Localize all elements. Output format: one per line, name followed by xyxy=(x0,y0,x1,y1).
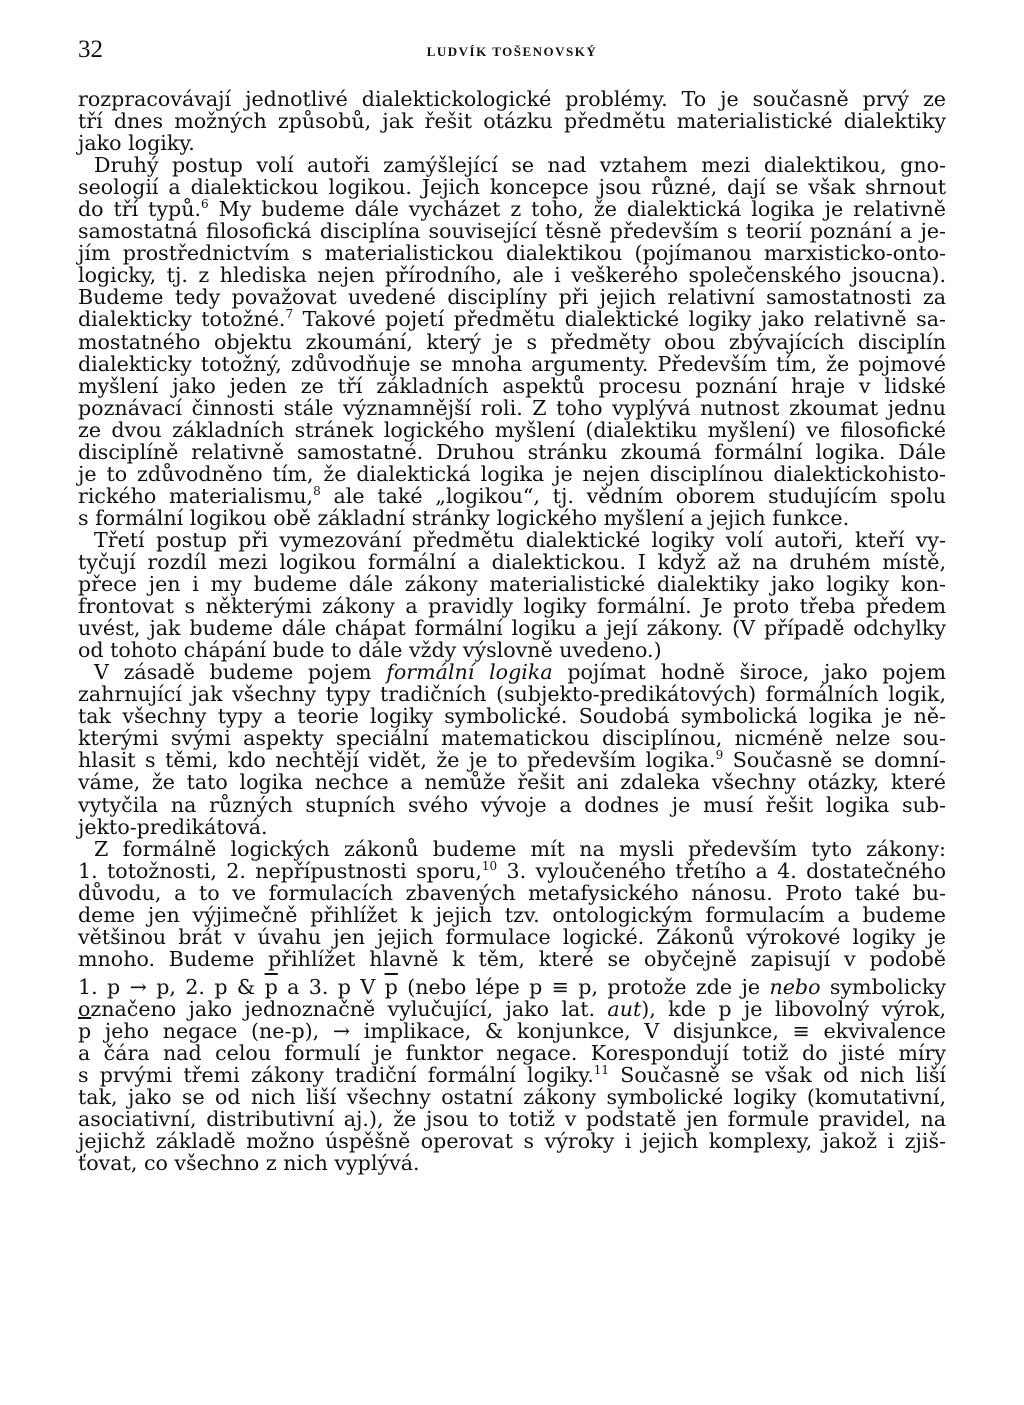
negated-p: $\overline{p}$ xyxy=(264,974,278,999)
text-line xyxy=(78,860,946,882)
text-run: jeho negace (ne-p), → implikace, & konjunkce, V disjunkce, ≡ ekvivalence xyxy=(91,1018,946,1043)
text-line xyxy=(78,198,946,220)
text-run: do tří typů. xyxy=(78,197,202,222)
text-run: Takové pojetí předmětu dialektické logiky jako relativně sa- xyxy=(302,307,946,332)
text-line: frontovat s některými zákony a pravidly logiky formální. Je proto třeba předem xyxy=(78,594,946,619)
text-line: Druhý postup volí autoři zamýšlející se nad vztahem mezi dialektikou, gno- xyxy=(94,153,946,178)
paragraph xyxy=(78,154,946,529)
text-line: od tohoto chápání bude to dále vždy výslovně uvedeno.) xyxy=(78,638,662,663)
page-number: 32 xyxy=(78,36,103,63)
page-header xyxy=(78,36,946,66)
text-line: disciplíně relativně samostatné. Druhou stránku zkoumá formální logika. Dále xyxy=(78,439,946,464)
text-line xyxy=(78,485,946,507)
text-line: váme, že tato logika nechce a nemůže řešit ani zdaleka všechny otázky, které xyxy=(78,770,946,795)
text-line: většinou brát v úvahu jen jejich formulace logické. Zákonů výrokové logiky je xyxy=(78,924,946,949)
paragraph xyxy=(78,976,946,1174)
text-line: tyčují rozdíl mezi logikou formální a dialektickou. I když až na druhém místě, xyxy=(78,549,946,574)
body-text xyxy=(78,88,946,1174)
text-line: důvodu, a to ve formulacích zbavených metafysického nánosu. Proto také bu- xyxy=(78,880,946,905)
text-line: asociativní, distributivní aj.), že jsou to totiž v podstatě jen formule pravidel, na xyxy=(78,1107,946,1132)
text-run: ), kde p je libovolný výrok, xyxy=(641,996,947,1021)
text-line: vytyčila na různých stupních svého vývoje a dodnes je musí řešit logika sub- xyxy=(78,792,946,817)
text-line xyxy=(78,308,946,330)
footnote-ref-9: 9 xyxy=(715,748,724,763)
text-run: ale také „logikou“, tj. vědním oborem studujícím spolu xyxy=(333,483,946,508)
text-line: logicky, tj. z hlediska nejen přírodního, ale i veškerého společenského jsoucna). xyxy=(78,263,946,288)
negated-p: $\overline{p}$ xyxy=(384,974,398,999)
text-line: jím prostřednictvím s materialistickou dialektikou (pojímanou marxisticko-onto- xyxy=(78,241,946,266)
footnote-ref-7: 7 xyxy=(285,307,294,322)
text-line: rozpracovávají jednotlivé dialektickologické problémy. To je současně prvý ze xyxy=(78,87,946,111)
text-line xyxy=(78,998,946,1020)
text-line: myšlení jako jeden ze tří základních aspektů procesu poznání hraje v lidské xyxy=(78,373,946,398)
text-run: 3. vyloučeného třetího a 4. dostatečného xyxy=(506,858,946,883)
text-line: Z formálně logických zákonů budeme mít na mysli především tyto zákony: xyxy=(94,836,946,861)
text-line: kterými svými aspekty speciální matematickou disciplínou, nicméně nelze sou- xyxy=(78,726,946,751)
emphasis: aut xyxy=(607,996,642,1021)
text-line: je to zdůvodněno tím, že dialektická logika je nejen disciplínou dialektickohisto- xyxy=(78,461,946,486)
text-line: zahrnující jak všechny typy tradičních (subjekto-predikátových) formálních logik, xyxy=(78,682,946,707)
text-run: s prvými třemi zákony tradiční formální logiky. xyxy=(78,1063,594,1088)
emphasis: formální logika xyxy=(386,660,553,685)
text-line: Budeme tedy považovat uvedené disciplíny při jejich relativní samostatnosti za xyxy=(78,285,946,310)
text-run: dialekticky totožné. xyxy=(78,307,286,332)
footnote-ref-6: 6 xyxy=(201,197,209,212)
text-run: My budeme dále vycházet z toho, že dialektická logika je relativně xyxy=(218,197,946,222)
text-line: s formální logikou obě základní stránky logického myšlení a jejich funkce. xyxy=(78,505,850,530)
text-line: deme jen výjimečně přihlížet k jejich tzv. ontologickým formulacím a budeme xyxy=(78,902,946,927)
text-line xyxy=(78,1064,946,1086)
text-line xyxy=(78,749,946,771)
text-run: označeno jako jednoznačně vylučující, jako lat. xyxy=(78,996,596,1021)
text-line: tří dnes možných způsobů, jak řešit otázku předmětu materialistické dialektiky xyxy=(78,109,946,134)
formula-line xyxy=(78,976,946,998)
text-line xyxy=(78,661,946,683)
text-run: V zásadě budeme pojem xyxy=(94,660,372,685)
paragraph xyxy=(78,661,946,837)
text-line: tak všechny typy a teorie logiky symbolické. Soudobá symbolická logika je ně- xyxy=(78,704,946,729)
text-line: tak, jako se od nich liší všechny ostatní zákony symbolické logiky (komutativní, xyxy=(78,1085,946,1110)
text-run: 1. totožnosti, 2. nepřípustnosti sporu, xyxy=(78,858,482,883)
text-run: pojímat hodně široce, jako pojem xyxy=(567,660,946,685)
text-run: hlasit s těmi, kdo nechtějí vidět, že je to především logika. xyxy=(78,748,716,773)
footnote-ref-11: 11 xyxy=(593,1063,610,1078)
text-line: jejichž základě možno úspěšně operovat s výroky i jejich komplexy, jakož i zjiš- xyxy=(78,1129,946,1154)
text-run: rického materialismu, xyxy=(78,483,314,508)
text-line: dialekticky totožný, zdůvodňuje se mnoha argumenty. Především tím, že pojmové xyxy=(78,351,946,376)
text-line: přece jen i my budeme dále zákony materialistické dialektiky jako logiky kon- xyxy=(78,572,946,597)
emphasis: nebo xyxy=(769,974,821,999)
text-line: poznávací činnosti stále významnější roli. Z toho vyplývá nutnost zkoumat jednu xyxy=(78,395,946,420)
text-line: Třetí postup při vymezování předmětu dialektické logiky volí autoři, kteří vy- xyxy=(94,527,946,552)
text-line: samostatná filosofická disciplína související těsně především s teorií poznání a je- xyxy=(78,219,946,244)
paragraph xyxy=(78,838,946,970)
text-line: ze dvou základních stránek logického myšlení (dialektiku myšlení) ve filosofické xyxy=(78,417,946,442)
footnote-ref-8: 8 xyxy=(313,483,321,498)
text-run: symbolicky xyxy=(820,974,946,999)
negated-p: $\overline{p}$ xyxy=(78,1018,92,1043)
paragraph xyxy=(78,88,946,154)
text-line: mnoho. Budeme přihlížet hlavně k těm, které se obyčejně zapisují v podobě xyxy=(78,946,946,971)
text-line xyxy=(78,1020,946,1042)
text-line: mostatného objektu zkoumání, který je s předměty obou zbývajících disciplín xyxy=(78,329,946,354)
text-run: a 3. p V xyxy=(277,974,385,999)
text-line: jekto-predikátová. xyxy=(78,814,268,839)
text-line: a čára nad celou formulí je funktor negace. Korespondují totiž do jisté míry xyxy=(78,1041,946,1066)
footnote-ref-10: 10 xyxy=(481,858,498,873)
text-line: seologií a dialektickou logikou. Jejich koncepce jsou různé, dají se však shrnout xyxy=(78,175,946,200)
text-line: ťovat, co všechno z nich vyplývá. xyxy=(78,1151,420,1176)
text-run: Současně se však od nich liší xyxy=(620,1063,947,1088)
running-head: LUDVÍK TOŠENOVSKÝ xyxy=(426,44,598,59)
text-run: (nebo lépe p ≡ p, protože zde je xyxy=(397,974,770,999)
text-run: Současně se domní- xyxy=(732,748,946,773)
text-run: 1. p → p, 2. p & xyxy=(78,974,265,999)
text-line: uvést, jak budeme dále chápat formální logiku a její zákony. (V případě odchylky xyxy=(78,616,946,641)
text-line: jako logiky. xyxy=(78,131,195,156)
paragraph xyxy=(78,529,946,661)
